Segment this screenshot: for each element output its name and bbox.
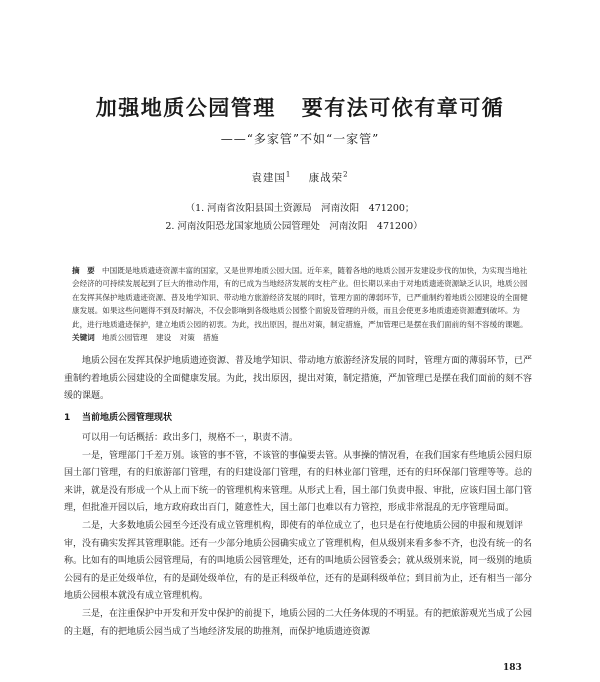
section-number: 1 xyxy=(64,413,71,423)
title-part-1: 加强地质公园管理 xyxy=(95,96,276,120)
keyword: 措施 xyxy=(203,333,219,343)
abstract-block xyxy=(72,264,530,344)
section-title: 当前地质公园管理现状 xyxy=(82,413,173,423)
body-paragraph: 地质公园在发挥其保护地质遗迹资源、普及地学知识、带动地方旅游经济发展的同时，管理方面的薄弱环节，已严重制约着地质公园建设的全面健康发展。为此，找出原因，提出对策，制定措施，严加管理已是摆在我们面前的刻不容缓的课题。 xyxy=(64,356,533,402)
body-paragraph: 可以用一句话概括：政出多门，规格不一，职责不清。 xyxy=(82,433,299,443)
keywords-line xyxy=(72,331,530,344)
abstract-label: 摘 要 xyxy=(72,266,95,275)
keyword: 地质公园管理 xyxy=(102,333,148,343)
body-paragraph: 三是，在注重保护中开发和开发中保护的前提下，地质公园的二大任务体现的不明显。有的把旅游观光当成了公园的主题，有的把地质公园当成了当地经济发展的助推剂，而保护地质遗迹资源 xyxy=(64,608,533,637)
body-paragraph: 二是，大多数地质公园至今还没有成立管理机构，即使有的单位成立了，也只是在行使地质公园的申报和规划评审，没有确实发挥其管理职能。还有一少部分地质公园确实成立了管理机构，但从级别来看多参不齐，也没有统一的名称。比如有的叫地质公园管理局，有的叫地质公园管理处，还有的叫地质公园管委会；就从级别来说，同一级别的地质公园有的是正处级单位，有的是副处级单位，有的是正科级单位，还有的是副科级单位；到目前为止，还有相当一部分地质公园根本就没有成立管理机构。 xyxy=(64,520,533,602)
affiliation-line: 2. 河南汝阳恐龙国家地质公园管理处 河南汝阳 471200） xyxy=(165,221,423,232)
article-title xyxy=(0,92,600,122)
author-affiliation-mark: 1 xyxy=(285,170,292,179)
keyword: 建设 xyxy=(156,333,172,343)
author-name: 康战荣 xyxy=(308,172,344,184)
body-paragraph: 一是，管理部门千差万别。该管的事不管，不该管的事偏要去管。从事操的情况看，在我们国家有些地质公园归原国土部门管理，有的归旅游部门管理，有的归建设部门管理，有的归林业部门管理，还有的归环保部门管理等等。总的来讲，就是没有形成一个从上而下统一的管理机构来管理。从形式上看，国土部门负责申报、审批，应该归国土部门管理，但批准开园以后，地方政府政出百门，随意性大，国土部门也难以有力管控，形成非常混乱的无序管理局面。 xyxy=(64,450,533,514)
author-affiliation-mark: 2 xyxy=(343,170,349,179)
abstract-text: 中国既是地质遗迹资源丰富的国家，又是世界地质公园大国。近年来，随着各地的地质公园开发建设步伐的加快，为实现当地社会经济的可持续发展起到了巨大的推动作用，有的已成为当地经济发展的支柱产业。但长期以来由于对地质遗迹资源缺乏认识，地质公园在发挥其保护地质遗迹资源、普及地学知识、带动地方旅游经济发展的同时，管理方面的薄弱环节，已严重制约着地质公园建设的全面健康发展。如果这些问题得不到及时解决，不仅会影响到各级地质公园整个面貌及管理的升级，而且会使更多地质遗迹资源遭到破坏。为此，进行地质遗迹保护，建立地质公园的初衷。为此，找出原因，提出对策，制定措施，严加管理已是摆在我们面前的刻不容缓的课题。 xyxy=(72,266,528,329)
affiliation-line: （1. 河南省汝阳县国土资源局 河南汝阳 471200； xyxy=(185,203,415,214)
introduction xyxy=(64,353,534,406)
keyword: 对策 xyxy=(179,333,195,343)
keywords-label: 关键词 xyxy=(72,333,95,343)
section-heading xyxy=(64,410,172,423)
author-line xyxy=(0,170,600,185)
article-subtitle: ——“多家管”不如“一家管” xyxy=(220,132,380,146)
author-name: 袁建国 xyxy=(251,172,286,184)
abstract-paragraph xyxy=(72,264,530,331)
title-part-2: 要有法可依有章可循 xyxy=(301,96,505,120)
section-body xyxy=(64,430,534,641)
page-number: 183 xyxy=(503,663,522,673)
